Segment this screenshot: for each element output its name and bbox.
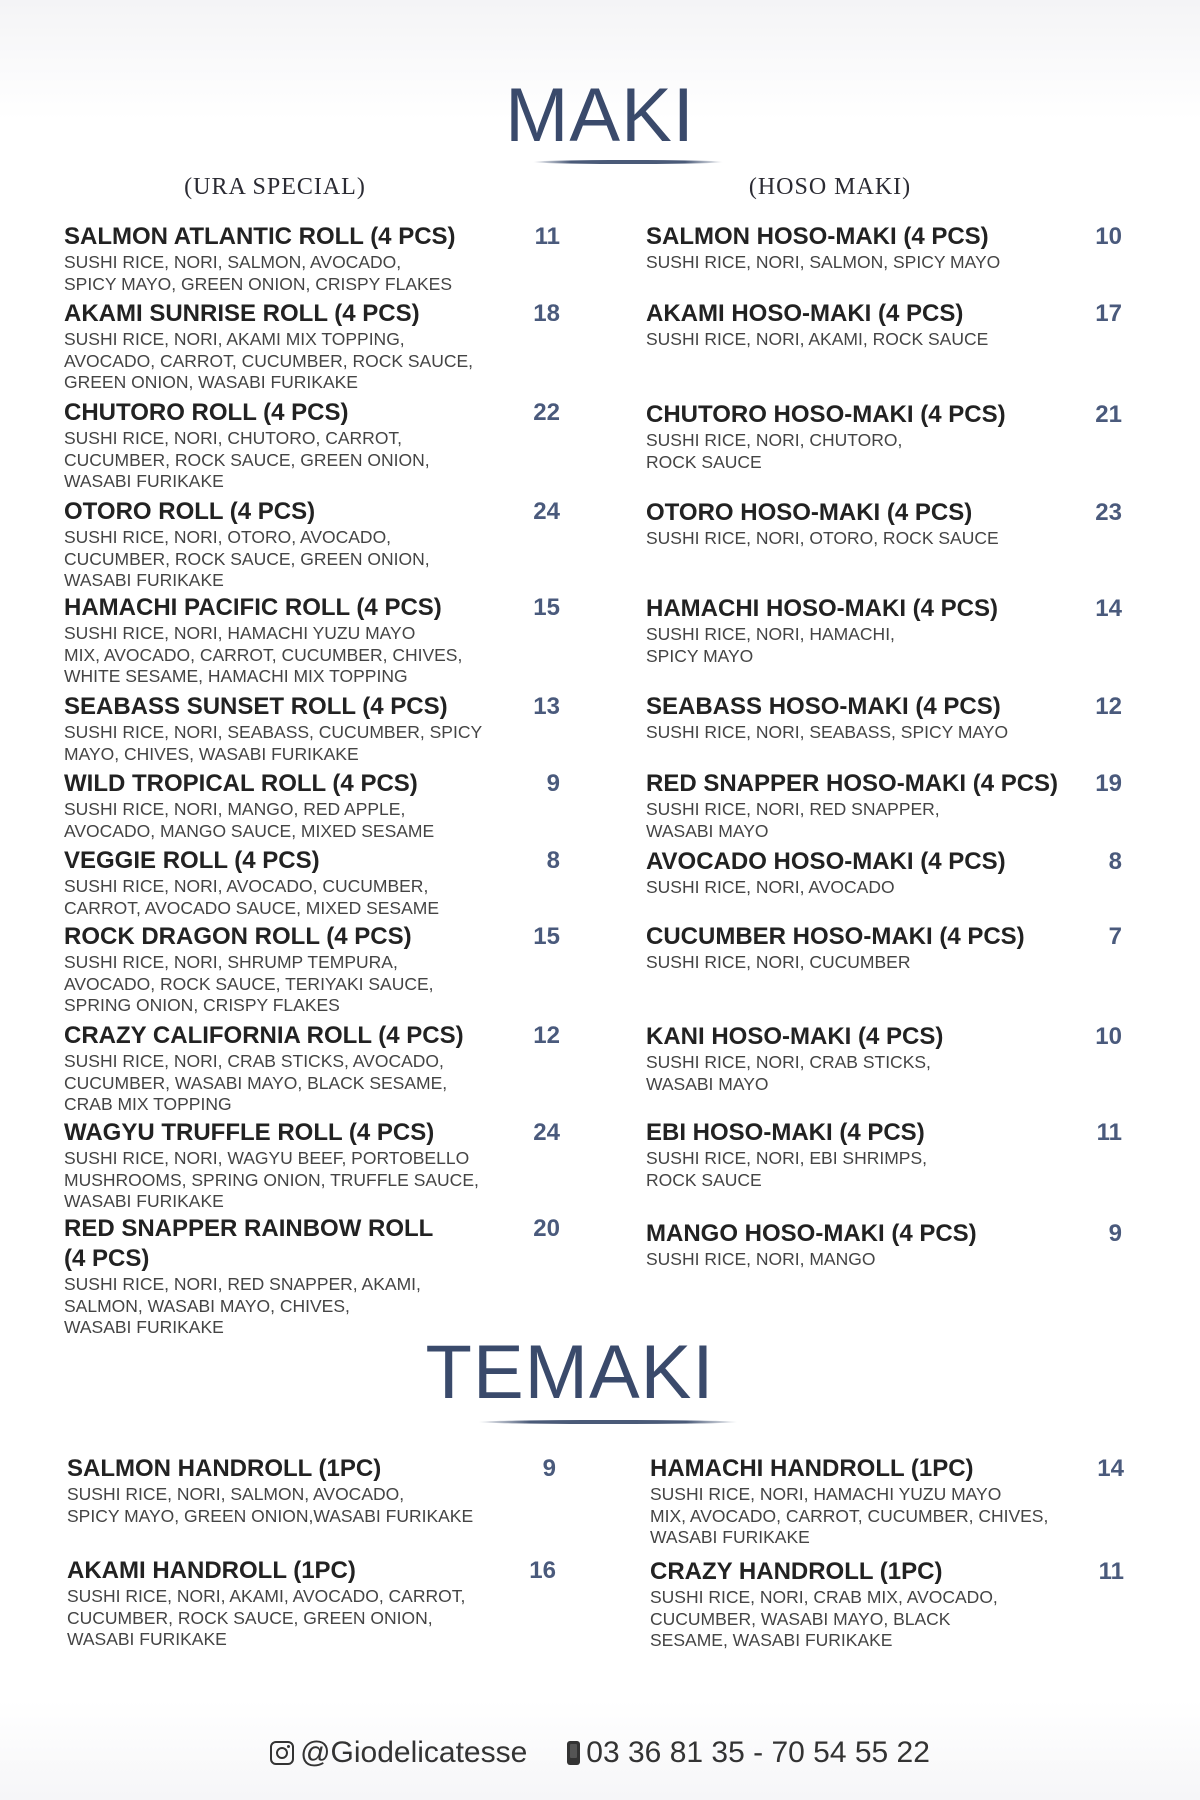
- menu-item-name: OTORO HOSO-MAKI (4 PCS): [646, 499, 973, 526]
- menu-item-description: SUSHI RICE, NORI, CRAB STICKS, AVOCADO, CUCUMBER, WASABI MAYO, BLACK SESAME, CRAB MIX TOPPING: [64, 1051, 448, 1114]
- menu-item-price: 23: [1095, 499, 1122, 526]
- menu-item-name: VEGGIE ROLL (4 PCS): [64, 847, 320, 874]
- menu-item-name: AVOCADO HOSO-MAKI (4 PCS): [646, 848, 1006, 875]
- menu-item-price: 15: [533, 594, 560, 621]
- menu-item-price: 22: [533, 399, 560, 426]
- menu-item-price: 12: [1095, 693, 1122, 720]
- menu-item: [646, 400, 1122, 473]
- menu-item: [64, 692, 560, 765]
- menu-item-description: SUSHI RICE, NORI, AKAMI MIX TOPPING, AVOCADO, CARROT, CUCUMBER, ROCK SAUCE, GREEN ONION, WASABI FURIKAKE: [64, 329, 474, 392]
- menu-item-description: SUSHI RICE, NORI, AKAMI, AVOCADO, CARROT, CUCUMBER, ROCK SAUCE, GREEN ONION, WASABI FURIKAKE: [67, 1586, 466, 1649]
- menu-item-name: RED SNAPPER RAINBOW ROLL (4 PCS): [64, 1215, 434, 1272]
- instagram-handle[interactable]: @Giodelicatesse: [300, 1736, 528, 1770]
- menu-item: [646, 1118, 1122, 1191]
- menu-item-price: 9: [1108, 1220, 1122, 1247]
- menu-item: [650, 1454, 1124, 1549]
- menu-item-price: 16: [529, 1557, 556, 1584]
- menu-item: [64, 1214, 560, 1339]
- menu-item-description: SUSHI RICE, NORI, AVOCADO, CUCUMBER, CARROT, AVOCADO SAUCE, MIXED SESAME: [64, 876, 440, 918]
- menu-item-price: 17: [1095, 300, 1122, 327]
- menu-item-name: WILD TROPICAL ROLL (4 PCS): [64, 770, 418, 797]
- menu-item-name: KANI HOSO-MAKI (4 PCS): [646, 1023, 944, 1050]
- menu-item-price: 21: [1095, 401, 1122, 428]
- menu-item-description: SUSHI RICE, NORI, SEABASS, CUCUMBER, SPICY MAYO, CHIVES, WASABI FURIKAKE: [64, 722, 483, 764]
- menu-item-name: SALMON ATLANTIC ROLL (4 PCS): [64, 223, 456, 250]
- menu-item: [64, 1021, 560, 1116]
- menu-item-name: MANGO HOSO-MAKI (4 PCS): [646, 1220, 977, 1247]
- menu-item: [64, 299, 560, 394]
- temaki-title: TEMAKI: [425, 1330, 715, 1415]
- menu-item: [646, 498, 1122, 550]
- menu-item-description: SUSHI RICE, NORI, HAMACHI, SPICY MAYO: [646, 624, 895, 666]
- maki-title-underline: [533, 160, 723, 164]
- menu-item-description: SUSHI RICE, NORI, AKAMI, ROCK SAUCE: [646, 329, 989, 349]
- menu-item-name: CRAZY CALIFORNIA ROLL (4 PCS): [64, 1022, 464, 1049]
- menu-item: [646, 1022, 1122, 1095]
- temaki-title-underline: [478, 1420, 738, 1424]
- phone-icon: [567, 1741, 580, 1765]
- menu-item-price: 8: [1108, 848, 1122, 875]
- menu-item-price: 14: [1097, 1455, 1124, 1482]
- menu-item-description: SUSHI RICE, NORI, HAMACHI YUZU MAYO MIX, AVOCADO, CARROT, CUCUMBER, CHIVES, WASABI FURIKAKE: [650, 1484, 1049, 1547]
- menu-item: [64, 222, 560, 295]
- menu-item-price: 10: [1095, 223, 1122, 250]
- menu-item: [646, 299, 1122, 351]
- footer-contact: [0, 1735, 1200, 1770]
- menu-item-name: AKAMI HOSO-MAKI (4 PCS): [646, 300, 964, 327]
- menu-item-price: 11: [534, 223, 560, 250]
- menu-item: [646, 594, 1122, 667]
- menu-item-name: SALMON HOSO-MAKI (4 PCS): [646, 223, 989, 250]
- menu-item: [646, 847, 1122, 899]
- menu-item-description: SUSHI RICE, NORI, RED SNAPPER, AKAMI, SALMON, WASABI MAYO, CHIVES, WASABI FURIKAKE: [64, 1274, 421, 1337]
- menu-item-price: 20: [533, 1215, 560, 1242]
- menu-item-name: OTORO ROLL (4 PCS): [64, 498, 316, 525]
- menu-item: [67, 1454, 556, 1527]
- menu-item: [64, 398, 560, 493]
- menu-item-description: SUSHI RICE, NORI, SALMON, AVOCADO, SPICY MAYO, GREEN ONION, CRISPY FLAKES: [64, 252, 453, 294]
- menu-item-name: AKAMI SUNRISE ROLL (4 PCS): [64, 300, 420, 327]
- menu-item-price: 10: [1095, 1023, 1122, 1050]
- menu-item-description: SUSHI RICE, NORI, MANGO: [646, 1249, 876, 1269]
- menu-item: [646, 1219, 1122, 1271]
- menu-item-description: SUSHI RICE, NORI, EBI SHRIMPS, ROCK SAUCE: [646, 1148, 928, 1190]
- menu-item-description: SUSHI RICE, NORI, AVOCADO: [646, 877, 895, 897]
- hoso-maki-heading: (HOSO MAKI): [748, 174, 912, 200]
- menu-item: [646, 222, 1122, 274]
- menu-item: [67, 1556, 556, 1651]
- menu-item-price: 13: [533, 693, 560, 720]
- menu-item-description: SUSHI RICE, NORI, SEABASS, SPICY MAYO: [646, 722, 1009, 742]
- menu-item: [646, 692, 1122, 744]
- instagram-icon: [270, 1741, 294, 1765]
- menu-item: [646, 922, 1122, 974]
- menu-item-name: AKAMI HANDROLL (1PC): [67, 1557, 356, 1584]
- menu-item-name: EBI HOSO-MAKI (4 PCS): [646, 1119, 925, 1146]
- menu-item-description: SUSHI RICE, NORI, SALMON, AVOCADO, SPICY MAYO, GREEN ONION,WASABI FURIKAKE: [67, 1484, 474, 1526]
- menu-item-name: HAMACHI PACIFIC ROLL (4 PCS): [64, 594, 442, 621]
- menu-item: [64, 1118, 560, 1213]
- menu-item-name: HAMACHI HOSO-MAKI (4 PCS): [646, 595, 998, 622]
- menu-item-description: SUSHI RICE, NORI, CRAB STICKS, WASABI MAYO: [646, 1052, 931, 1094]
- menu-item: [64, 593, 560, 688]
- menu-item-name: CUCUMBER HOSO-MAKI (4 PCS): [646, 923, 1025, 950]
- menu-item: [64, 769, 560, 842]
- menu-item: [650, 1557, 1124, 1652]
- menu-item-price: 24: [533, 498, 560, 525]
- menu-item-description: SUSHI RICE, NORI, HAMACHI YUZU MAYO MIX, AVOCADO, CARROT, CUCUMBER, CHIVES, WHITE SESAME, HAMACHI MIX TOPPING: [64, 623, 463, 686]
- menu-item-name: SEABASS HOSO-MAKI (4 PCS): [646, 693, 1001, 720]
- menu-item-price: 18: [533, 300, 560, 327]
- menu-item-name: SEABASS SUNSET ROLL (4 PCS): [64, 693, 448, 720]
- menu-item-price: 15: [533, 923, 560, 950]
- menu-item-price: 7: [1108, 923, 1122, 950]
- ura-special-heading: (URA SPECIAL): [184, 174, 366, 200]
- maki-title: MAKI: [505, 73, 695, 158]
- phone-numbers: 03 36 81 35 - 70 54 55 22: [586, 1736, 930, 1770]
- menu-item-description: SUSHI RICE, NORI, SALMON, SPICY MAYO: [646, 252, 1001, 272]
- menu-item-description: SUSHI RICE, NORI, WAGYU BEEF, PORTOBELLO MUSHROOMS, SPRING ONION, TRUFFLE SAUCE, WASABI FURIKAKE: [64, 1148, 479, 1211]
- menu-item-price: 11: [1096, 1119, 1122, 1146]
- menu-item-description: SUSHI RICE, NORI, OTORO, ROCK SAUCE: [646, 528, 999, 548]
- menu-item-price: 11: [1098, 1558, 1124, 1585]
- menu-item-price: 19: [1095, 770, 1122, 797]
- menu-item-description: SUSHI RICE, NORI, CHUTORO, CARROT, CUCUMBER, ROCK SAUCE, GREEN ONION, WASABI FURIKAKE: [64, 428, 430, 491]
- menu-item-name: RED SNAPPER HOSO-MAKI (4 PCS): [646, 770, 1059, 797]
- menu-item-description: SUSHI RICE, NORI, CHUTORO, ROCK SAUCE: [646, 430, 903, 472]
- menu-item-description: SUSHI RICE, NORI, RED SNAPPER, WASABI MAYO: [646, 799, 940, 841]
- menu-item-name: CHUTORO HOSO-MAKI (4 PCS): [646, 401, 1006, 428]
- menu-item-price: 12: [533, 1022, 560, 1049]
- menu-item-description: SUSHI RICE, NORI, MANGO, RED APPLE, AVOCADO, MANGO SAUCE, MIXED SESAME: [64, 799, 435, 841]
- menu-item: [64, 846, 560, 919]
- menu-item-price: 8: [546, 847, 560, 874]
- menu-item-price: 9: [546, 770, 560, 797]
- menu-item-name: ROCK DRAGON ROLL (4 PCS): [64, 923, 412, 950]
- menu-item-description: SUSHI RICE, NORI, CUCUMBER: [646, 952, 911, 972]
- menu-item-description: SUSHI RICE, NORI, CRAB MIX, AVOCADO, CUCUMBER, WASABI MAYO, BLACK SESAME, WASABI FURIKAKE: [650, 1587, 998, 1650]
- menu-item: [646, 769, 1122, 842]
- menu-item: [64, 922, 560, 1017]
- menu-item-name: CRAZY HANDROLL (1PC): [650, 1558, 943, 1585]
- menu-item-description: SUSHI RICE, NORI, OTORO, AVOCADO, CUCUMBER, ROCK SAUCE, GREEN ONION, WASABI FURIKAKE: [64, 527, 430, 590]
- menu-item-name: SALMON HANDROLL (1PC): [67, 1455, 382, 1482]
- menu-item-name: WAGYU TRUFFLE ROLL (4 PCS): [64, 1119, 435, 1146]
- menu-item-name: CHUTORO ROLL (4 PCS): [64, 399, 349, 426]
- menu-item-price: 9: [542, 1455, 556, 1482]
- menu-item-description: SUSHI RICE, NORI, SHRUMP TEMPURA, AVOCADO, ROCK SAUCE, TERIYAKI SAUCE, SPRING ONION, CRISPY FLAKES: [64, 952, 434, 1015]
- menu-item-price: 14: [1095, 595, 1122, 622]
- menu-item-name: HAMACHI HANDROLL (1PC): [650, 1455, 974, 1482]
- menu-item-price: 24: [533, 1119, 560, 1146]
- menu-item: [64, 497, 560, 592]
